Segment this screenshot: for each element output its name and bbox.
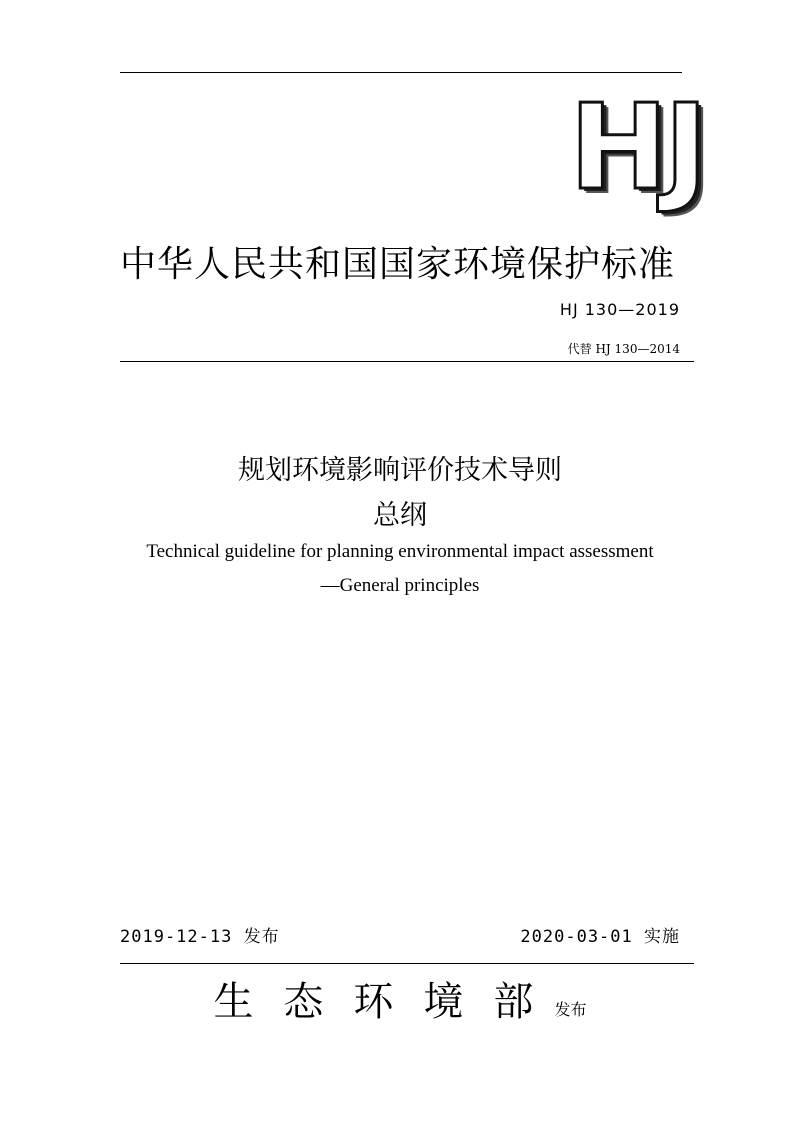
header-rule: [120, 361, 694, 362]
document-title-en-line1: Technical guideline for planning environmental impact assessment: [146, 541, 654, 562]
footer-rule: [120, 963, 694, 964]
document-title-en-line2: —General principles: [320, 575, 480, 596]
hj-logo: HJ: [569, 78, 704, 216]
publisher-line: [0, 970, 800, 1027]
issue-date: 2019-12-13 发布: [120, 927, 280, 947]
document-title-cn-line2: 总纲: [373, 500, 427, 531]
top-rule: [120, 72, 682, 73]
document-title-cn-line1: 规划环境影响评价技术导则: [238, 455, 562, 486]
replaces-standard: 代替 HJ 130—2014: [567, 342, 680, 356]
effective-date: 2020-03-01 实施: [520, 927, 680, 947]
standard-number: HJ 130—2019: [559, 300, 680, 319]
publisher-organization: 生态环境部: [213, 979, 564, 1025]
standard-category-title: 中华人民共和国国家环境保护标准: [120, 244, 676, 285]
publisher-action: 发布: [554, 1000, 587, 1019]
